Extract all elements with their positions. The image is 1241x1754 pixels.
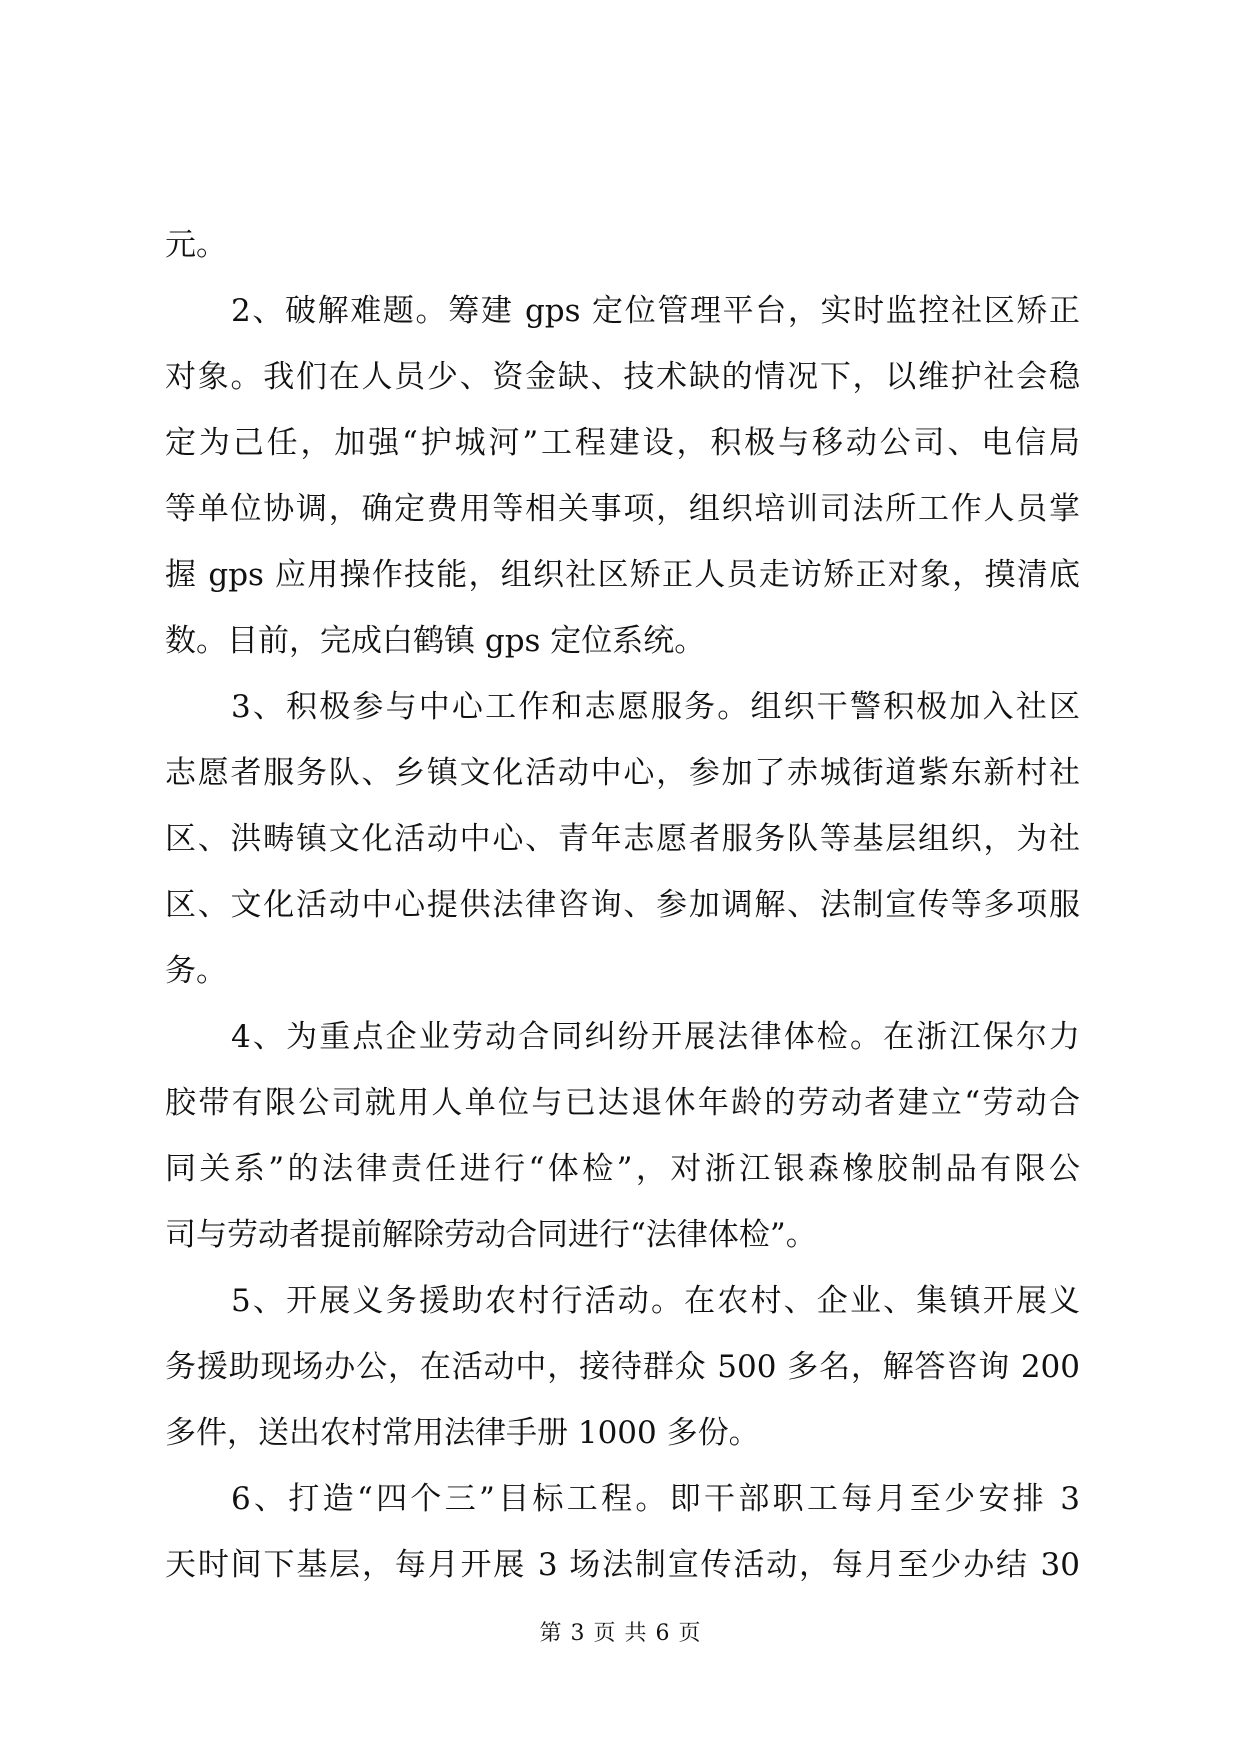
document-body	[165, 212, 1080, 1598]
text-line: 司与劳动者提前解除劳动合同进行“法律体检”。	[165, 1217, 817, 1253]
text-line: 对象。我们在人员少、资金缺、技术缺的情况下，以维护社会稳	[165, 359, 1080, 395]
text-line: 务。	[165, 953, 227, 989]
text-line: 数。目前，完成白鹤镇 gps 定位系统。	[165, 623, 706, 659]
text-line: 同关系”的法律责任进行“体检”，对浙江银森橡胶制品有限公	[165, 1151, 1080, 1187]
text-line: 天时间下基层，每月开展 3 场法制宣传活动，每月至少办结 30	[165, 1547, 1080, 1583]
paragraph-2-start: 2、破解难题。筹建 gps 定位管理平台，实时监控社区矫正	[231, 293, 1080, 329]
text-line: 区、洪畴镇文化活动中心、青年志愿者服务队等基层组织，为社	[165, 821, 1080, 857]
text-line: 区、文化活动中心提供法律咨询、参加调解、法制宣传等多项服	[165, 887, 1080, 923]
paragraph-6-start: 6、打造“四个三”目标工程。即干部职工每月至少安排 3	[231, 1481, 1080, 1517]
paragraph-5-start: 5、开展义务援助农村行活动。在农村、企业、集镇开展义	[231, 1283, 1080, 1319]
text-line: 定为己任，加强“护城河”工程建设，积极与移动公司、电信局	[165, 425, 1080, 461]
text-line: 务援助现场办公，在活动中，接待群众 500 多名，解答咨询 200	[165, 1349, 1080, 1385]
text-line: 志愿者服务队、乡镇文化活动中心，参加了赤城街道紫东新村社	[165, 755, 1080, 791]
paragraph-3-start: 3、积极参与中心工作和志愿服务。组织干警积极加入社区	[231, 689, 1080, 725]
paragraph-4-start: 4、为重点企业劳动合同纠纷开展法律体检。在浙江保尔力	[231, 1019, 1080, 1055]
text-line: 多件，送出农村常用法律手册 1000 多份。	[165, 1415, 760, 1451]
text-line: 元。	[165, 227, 227, 263]
text-line: 胶带有限公司就用人单位与已达退休年龄的劳动者建立“劳动合	[165, 1085, 1080, 1121]
page-number-footer: 第 3 页 共 6 页	[539, 1621, 702, 1646]
text-line: 等单位协调，确定费用等相关事项，组织培训司法所工作人员掌	[165, 491, 1080, 527]
text-line: 握 gps 应用操作技能，组织社区矫正人员走访矫正对象，摸清底	[165, 557, 1080, 593]
